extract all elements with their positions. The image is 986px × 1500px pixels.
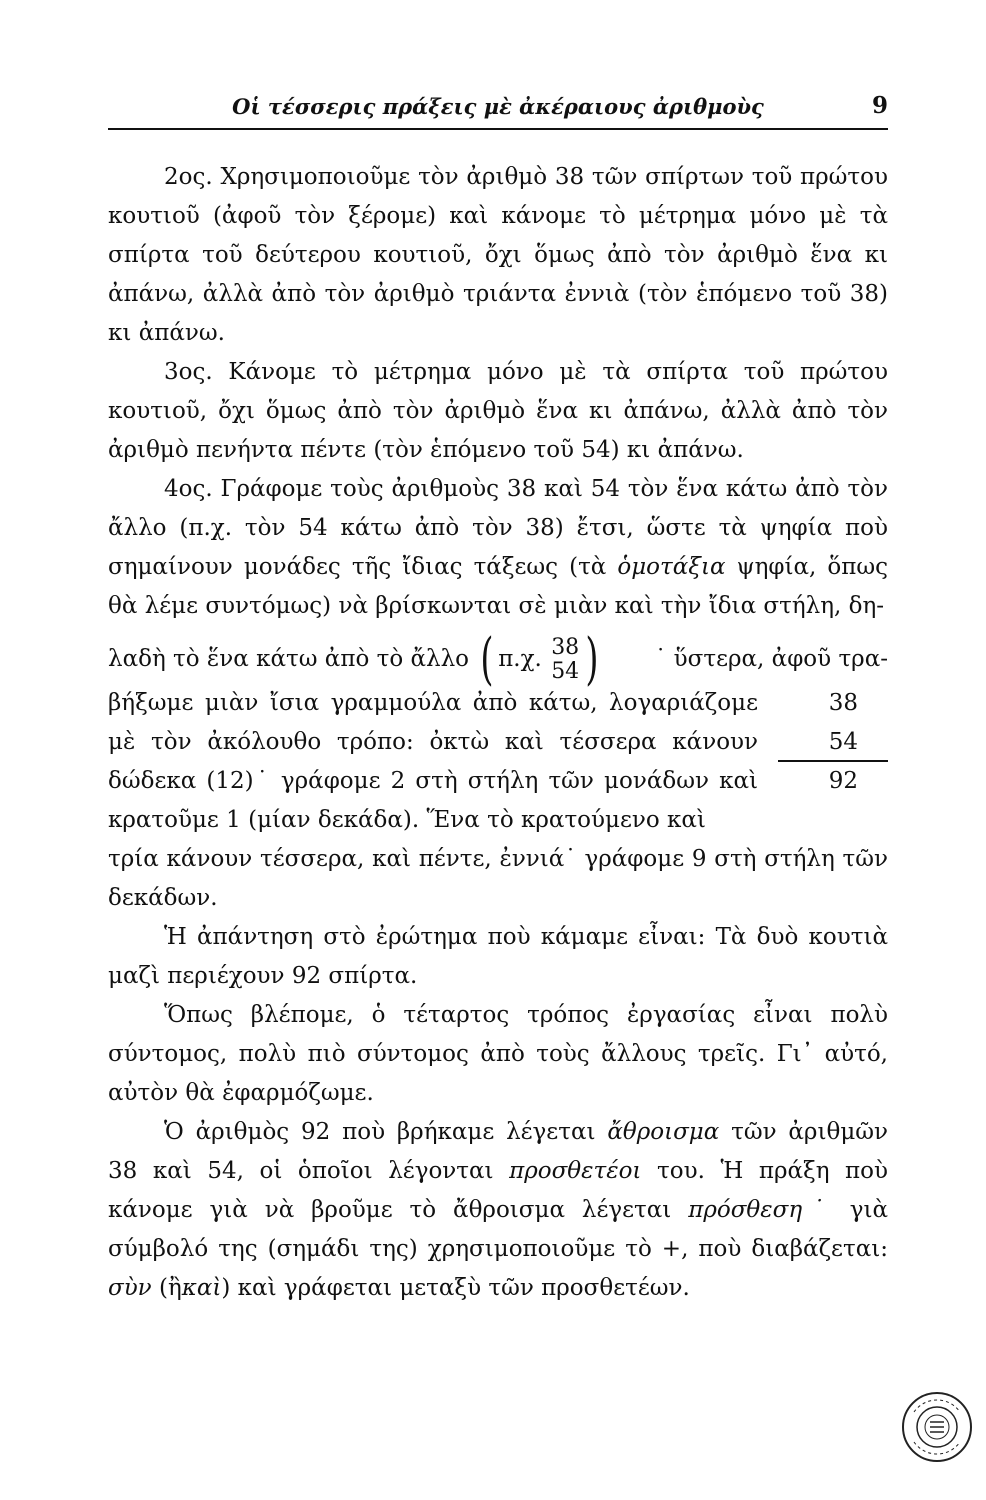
running-header bbox=[108, 88, 888, 130]
page-body bbox=[108, 158, 888, 1308]
addition-explanation: βήξωμε μιὰν ἴσια γραμμούλα ἀπὸ κάτω, λογαριάζομε μὲ τὸν ἀκόλουθο τρόπο: ὀκτὼ καὶ τέσσερα κάνουν δώδεκα (12)˙ γράφομε 2 στὴ στήλη τῶν μονάδων καὶ κρατοῦμε 1 (μίαν δεκάδα). Ἕνα τὸ κρατούμενο καὶ bbox=[108, 690, 758, 833]
sum-result: 92 bbox=[828, 768, 858, 794]
stacked-example-px: π.χ. bbox=[498, 646, 542, 672]
stacked-example-line: λαδὴ τὸ ἕνα κάτω ἀπὸ τὸ ἄλλο ( π.χ. 38 54 ) ˙ ὕστερα, ἀφοῦ τρα- bbox=[108, 627, 888, 692]
chapter-title: Οἱ τέσσερις πράξεις μὲ ἀκέραιους ἀριθμοὺς bbox=[232, 94, 764, 119]
paragraph-answer: Ἡ ἀπάντηση στὸ ἐρώτημα ποὺ κάμαμε εἶναι: Τὰ δυὸ κουτιὰ μαζὶ περιέχουν 92 σπίρτα. bbox=[108, 924, 888, 989]
paragraph-definition: Ὁ ἀριθμὸς 92 ποὺ βρήκαμε λέγεται ἄθροισμα τῶν ἀριθμῶν 38 καὶ 54, οἱ ὁποῖοι λέγονται προσθετέοι του. Ἡ πράξη ποὺ κάνομε γιὰ νὰ βροῦμε τὸ ἄθροισμα λέγεται πρόσθεση˙ γιὰ σύμβολό της (σημάδι της) χρησιμοποιοῦμε τὸ +, ποὺ διαβάζεται: σὺν (ἢκαὶ) καὶ γράφεται μεταξὺ τῶν προσθετέων. bbox=[108, 1119, 889, 1301]
library-stamp-icon bbox=[900, 1390, 974, 1464]
paragraph-method-4 bbox=[108, 470, 888, 626]
sum-rule bbox=[778, 760, 888, 762]
term-athroisma: ἄθροισμα bbox=[607, 1119, 720, 1145]
method-4-text-start: 4ος. Γράφομε τοὺς ἀριθμοὺς 38 καὶ 54 τὸν ἕνα κάτω ἀπὸ τὸν ἄλλο (π.χ. τὸν 54 κάτω ἀπὸ τὸν 38) ἔτσι, ὥστε τὰ ψηφία ποὺ σημαίνουν μονάδες τῆς ἴδιας τάξεως (τὰ bbox=[108, 476, 888, 580]
paragraph-fourth-way: Ὅπως βλέπομε, ὁ τέταρτος τρόπος ἐργασίας εἶναι πολὺ σύντομος, πολὺ πιὸ σύντομος ἀπὸ τοὺς ἄλλους τρεῖς. Γι᾽ αὐτό, αὐτὸν θὰ ἐφαρμόζωμε. bbox=[108, 1002, 888, 1106]
paragraph-method-2: 2ος. Χρησιμοποιοῦμε τὸν ἀριθμὸ 38 τῶν σπίρτων τοῦ πρώτου κουτιοῦ (ἀφοῦ τὸν ξέρομε) καὶ κάνομε τὸ μέτρημα μόνο μὲ τὰ σπίρτα τοῦ δεύτερου κουτιοῦ, ὄχι ὅμως ἀπὸ τὸν ἀριθμὸ ἕνα κι ἀπάνω, ἀλλὰ ἀπὸ τὸν ἀριθμὸ τριάντα ἐννιὰ (τὸν ἑπόμενο τοῦ 38) κι ἀπάνω. bbox=[108, 164, 888, 346]
term-prosthesi: πρόσθεση˙ bbox=[688, 1197, 833, 1223]
term-prosthetoi: προσθετέοι bbox=[509, 1158, 642, 1184]
stacked-numbers bbox=[551, 636, 579, 684]
addend-2: 54 bbox=[828, 729, 858, 755]
addend-1: 38 bbox=[828, 690, 858, 716]
paragraph-method-3: 3ος. Κάνομε τὸ μέτρημα μόνο μὲ τὰ σπίρτα τοῦ πρώτου κουτιοῦ, ὄχι ὅμως ἀπὸ τὸν ἀριθμὸ ἕνα κι ἀπάνω, ἀλλὰ ἀπὸ τὸν ἀριθμὸ πενήντα πέντε (τὸν ἑπόμενο τοῦ 54) κι ἀπάνω. bbox=[108, 359, 888, 463]
stacked-example-tail: ˙ ὕστερα, ἀφοῦ τρα- bbox=[654, 646, 888, 672]
method-4-text-mid: ψηφία, ὅπως θὰ λέμε συντόμως) νὰ βρίσκωνται σὲ μιὰν καὶ τὴν ἴδια στήλη, δη- bbox=[108, 554, 888, 619]
vertical-addition bbox=[778, 684, 858, 801]
stacked-bottom: 54 bbox=[551, 659, 580, 684]
term-omotaxia: ὁμοτάξια bbox=[617, 554, 726, 580]
paragraph-method-4-end: τρία κάνουν τέσσερα, καὶ πέντε, ἐννιά˙ γράφομε 9 στὴ στήλη τῶν δεκάδων. bbox=[108, 846, 888, 911]
term-syn: σὺν bbox=[108, 1275, 152, 1301]
term-kai: καὶ bbox=[181, 1275, 222, 1301]
stacked-top: 38 bbox=[551, 635, 580, 660]
page-number: 9 bbox=[871, 92, 888, 119]
addition-block bbox=[108, 684, 888, 840]
stacked-example-lead: λαδὴ τὸ ἕνα κάτω ἀπὸ τὸ ἄλλο bbox=[108, 646, 470, 672]
